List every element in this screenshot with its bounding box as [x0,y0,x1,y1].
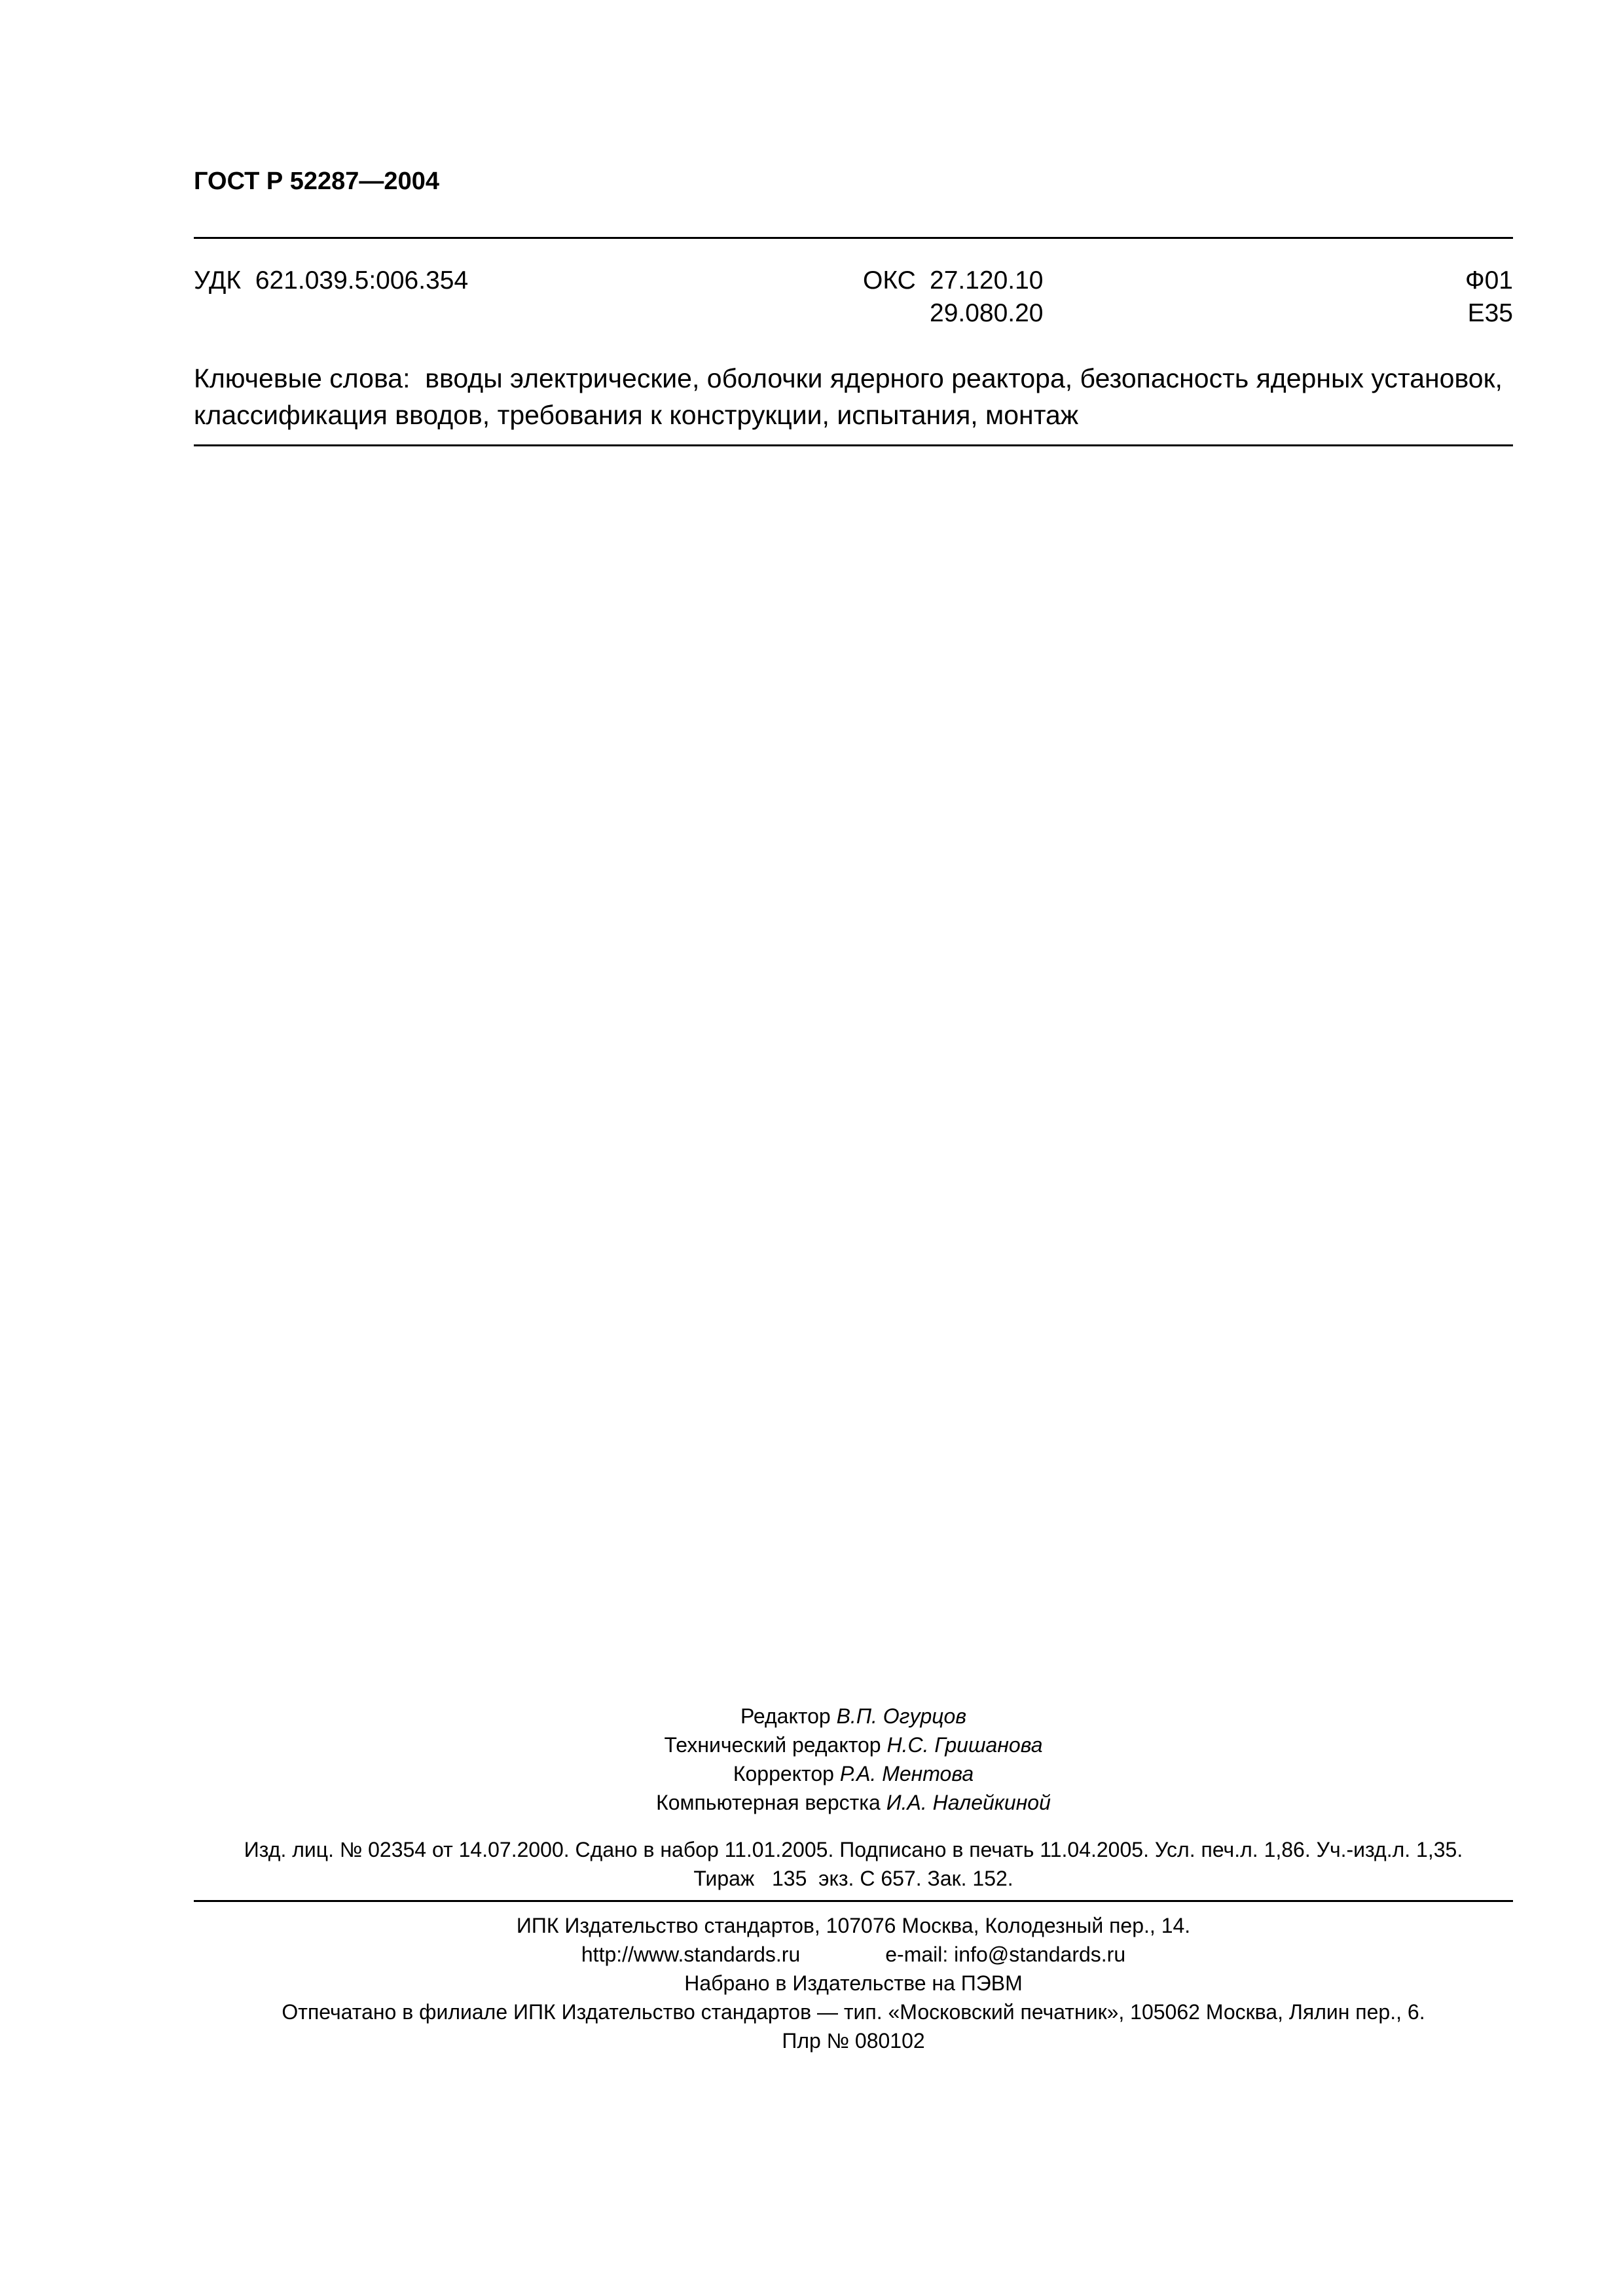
publisher-typeset: Набрано в Издательстве на ПЭВМ [684,1971,1023,1995]
code-2: Е35 [1467,299,1513,327]
print-info-line-2: Тираж 135 экз. С 657. Зак. 152. [693,1867,1013,1890]
publisher-block [194,1911,1513,2055]
keywords-divider [194,444,1513,446]
credit-corrector: Корректор Р.А. Ментова [733,1762,974,1785]
publisher-address: ИПК Издательство стандартов, 107076 Москва, Колодезный пер., 14. [516,1914,1191,1937]
oks-label: ОКС [863,266,916,295]
publisher-divider [194,1900,1513,1902]
print-info-line-1: Изд. лиц. № 02354 от 14.07.2000. Сдано в набор 11.01.2005. Подписано в печать 11.04.2005. Усл. печ.л. 1,86. Уч.-изд.л. 1,35. [244,1838,1463,1861]
keywords-label: Ключевые слова: [194,363,410,393]
oks-value-2: 29.080.20 [930,299,1044,327]
keywords-text: вводы электрические, оболочки ядерного реактора, безопасность ядерных установок, классификация вводов, требования к конструкции, испытания, монтаж [194,363,1503,430]
top-divider [194,237,1513,239]
keywords [194,360,1513,433]
code-1: Ф01 [1465,266,1513,295]
publisher-website[interactable]: http://www.standards.ru [581,1943,801,1966]
udk-label: УДК [194,266,242,295]
credit-editor: Редактор В.П. Огурцов [740,1704,967,1728]
credit-tech-editor: Технический редактор Н.С. Гришанова [664,1733,1043,1757]
standard-number: ГОСТ Р 52287—2004 [194,168,439,195]
credits-block [194,1702,1513,1817]
udk-line [194,264,468,297]
publisher-license: Плр № 080102 [782,2029,925,2053]
publisher-printed: Отпечатано в филиале ИПК Издательство стандартов — тип. «Московский печатник», 105062 Москва, Лялин пер., 6. [282,2000,1425,2024]
publisher-email[interactable]: e-mail: info@standards.ru [885,1943,1126,1966]
udk-value: 621.039.5:006.354 [255,266,469,295]
credit-layout: Компьютерная верстка И.А. Налейкиной [656,1791,1051,1814]
publisher-contacts [194,1940,1513,1969]
print-info [194,1835,1513,1893]
oks-value-1: 27.120.10 [930,266,1044,295]
